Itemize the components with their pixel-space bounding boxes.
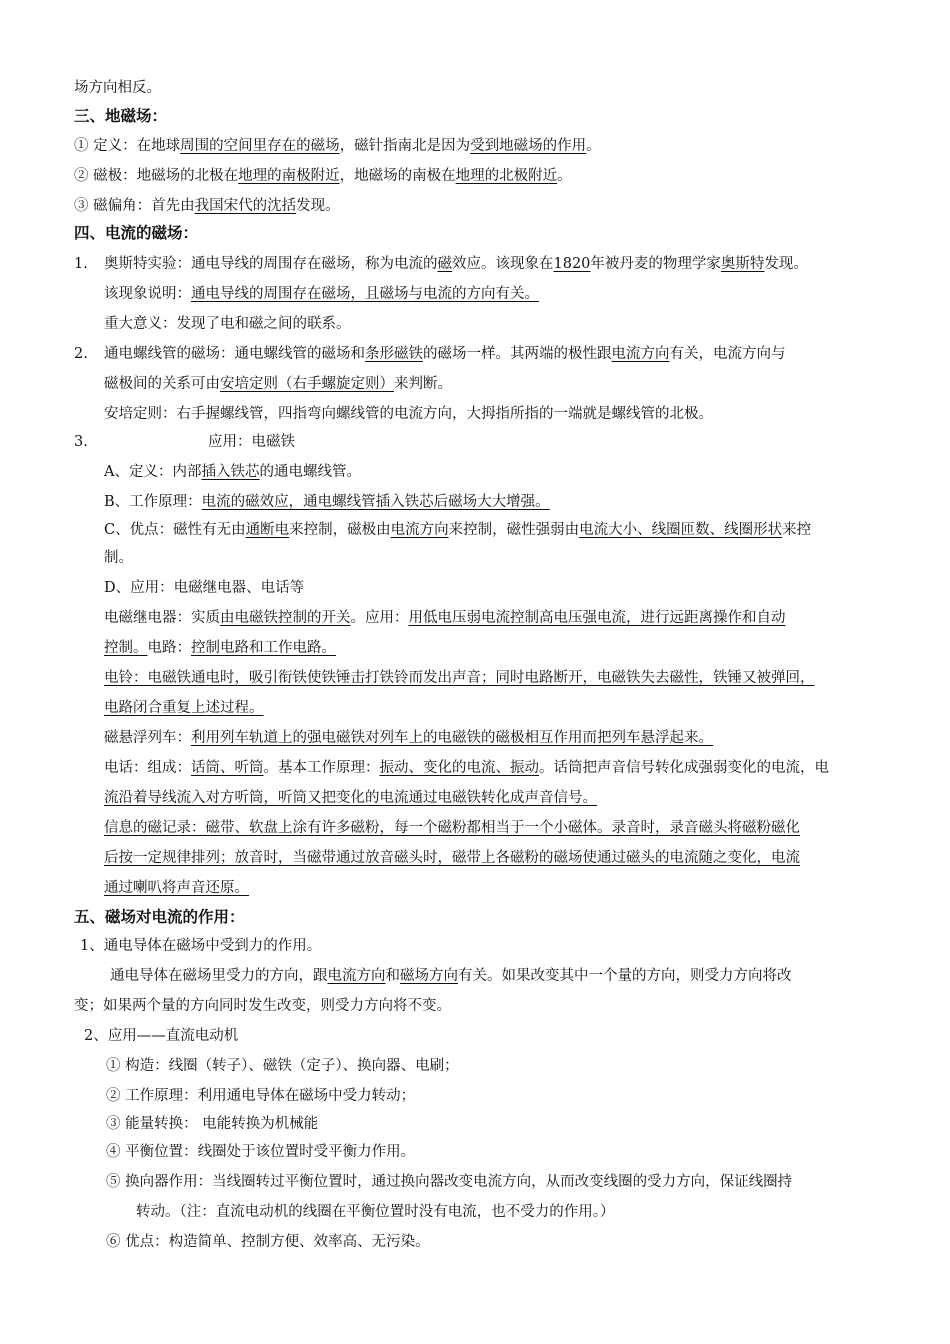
text-line: 磁极间的关系可由安培定则（右手螺旋定则）来判断。 <box>104 376 452 392</box>
text-line: A、定义：内部插入铁芯的通电螺线管。 <box>104 464 361 480</box>
text-line: 磁悬浮列车：利用列车轨道上的强电磁铁对列车上的电磁铁的磁极相互作用而把列车悬浮起来。 <box>104 730 713 746</box>
text-line: ⑤ 换向器作用：当线圈转过平衡位置时，通过换向器改变电流方向，从而改变线圈的受力方向，保证线圈持 <box>106 1174 793 1190</box>
text-line: ④ 平衡位置：线圈处于该位置时受平衡力作用。 <box>106 1144 416 1160</box>
text-line: 电话：组成：话筒、听筒。基本工作原理：振动、变化的电流、振动。话筒把声音信号转化成强弱变化的电流，电 <box>104 760 829 776</box>
text-line: B、工作原理：电流的磁效应，通电螺线管插入铁芯后磁场大大增强。 <box>104 494 550 510</box>
text-line: 2、应用——直流电动机 <box>84 1028 239 1044</box>
text-line: 3. 应用：电磁铁 <box>74 434 295 450</box>
text-line: 场方向相反。 <box>74 80 161 96</box>
text-line: 变；如果两个量的方向同时发生改变，则受力方向将不变。 <box>74 998 451 1014</box>
text-line: 转动。（注：直流电动机的线圈在平衡位置时没有电流，也不受力的作用。） <box>136 1204 615 1220</box>
text-line: 安培定则：右手握螺线管，四指弯向螺线管的电流方向，大拇指所指的一端就是螺线管的北极。 <box>104 406 713 422</box>
text-line: ① 定义：在地球周围的空间里存在的磁场，磁针指南北是因为受到地磁场的作用。 <box>74 138 601 154</box>
section-heading-geomagnetic: 三、地磁场： <box>74 107 168 125</box>
text-line: D、应用：电磁继电器、电话等 <box>104 580 305 596</box>
text-line: ② 工作原理：利用通电导体在磁场中受力转动； <box>106 1088 416 1104</box>
text-line: 电铃：电磁铁通电时，吸引衔铁使铁锤击打铁铃而发出声音；同时电路断开，电磁铁失去磁性，铁锤又被弹回， <box>104 670 815 686</box>
text-line: ③ 磁偏角：首先由我国宋代的沈括发现。 <box>74 198 340 214</box>
section-heading-force-on-current: 五、磁场对电流的作用： <box>74 908 245 926</box>
text-line: 2. 通电螺线管的磁场：通电螺线管的磁场和条形磁铁的磁场一样。其两端的极性跟电流方向有关，电流方向与 <box>74 346 786 362</box>
text-line: ⑥ 优点：构造简单、控制方便、效率高、无污染。 <box>106 1234 430 1250</box>
text-line: 1、通电导体在磁场中受到力的作用。 <box>80 938 322 954</box>
text-line: 重大意义：发现了电和磁之间的联系。 <box>104 316 351 332</box>
text-line: 电路闭合重复上述过程。 <box>104 700 264 716</box>
text-line: 1. 奥斯特实验：通电导线的周围存在磁场，称为电流的磁效应。该现象在1820年被丹麦的物理学家奥斯特发现。 <box>74 256 808 272</box>
text-line: 流沿着导线流入对方听筒，听筒又把变化的电流通过电磁铁转化成声音信号。 <box>104 790 597 806</box>
text-line: 信息的磁记录：磁带、软盘上涂有许多磁粉，每一个磁粉都相当于一个小磁体。录音时，录音磁头将磁粉磁化 <box>104 820 800 836</box>
text-line: 后按一定规律排列；放音时，当磁带通过放音磁头时，磁带上各磁粉的磁场使通过磁头的电流随之变化，电流 <box>104 850 800 866</box>
text-line: 电磁继电器：实质由电磁铁控制的开关。应用：用低电压弱电流控制高电压强电流，进行远距离操作和自动 <box>104 610 786 626</box>
text-line: 通过喇叭将声音还原。 <box>104 880 249 896</box>
text-line: 制。 <box>104 550 133 566</box>
section-heading-current-magnetism: 四、电流的磁场： <box>74 224 199 242</box>
text-line: ③ 能量转换： 电能转换为机械能 <box>106 1116 319 1132</box>
text-line: ① 构造：线圈（转子）、磁铁（定子）、换向器、电刷； <box>106 1058 459 1074</box>
text-line: 该现象说明：通电导线的周围存在磁场，且磁场与电流的方向有关。 <box>104 286 539 302</box>
text-line: 通电导体在磁场里受力的方向，跟电流方向和磁场方向有关。如果改变其中一个量的方向，则受力方向将改 <box>110 968 792 984</box>
text-line: ② 磁极：地磁场的北极在地理的南极附近，地磁场的南极在地理的北极附近。 <box>74 168 572 184</box>
text-line: C、优点：磁性有无由通断电来控制，磁极由电流方向来控制，磁性强弱由电流大小、线圈匝数、线圈形状来控 <box>104 522 812 538</box>
text-line: 控制。电路：控制电路和工作电路。 <box>104 640 336 656</box>
